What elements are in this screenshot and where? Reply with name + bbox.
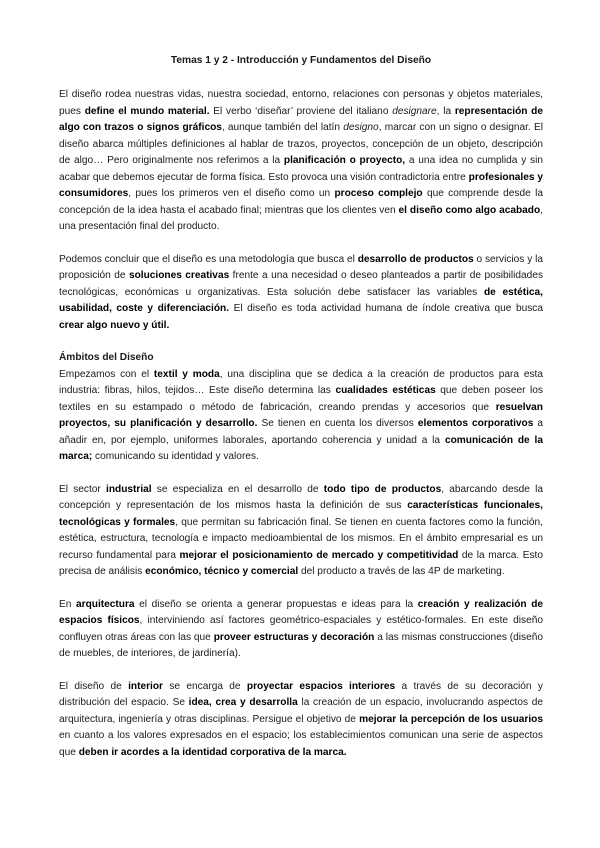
paragraph-text: El diseño de [59, 680, 129, 692]
paragraph-text: a añadir en, por ejemplo, uniformes laborales, aportando coherencia y unidad a la [59, 418, 543, 446]
emphasis-text: proyectar espacios interiores [246, 680, 396, 692]
paragraph-text: que deben poseer los textiles en su estampado o método de fabricación, creando prendas y accesorios que [59, 385, 543, 413]
paragraph-text: , aunque también del latín [221, 122, 344, 133]
paragraph-text: en cuanto a los valores expresados en el espacio; los establecimientos comunican una serie de aspectos que [59, 730, 543, 758]
emphasis-text: textil y moda [153, 368, 220, 380]
emphasis-text: características funcionales, tecnológicas y formales [59, 500, 543, 528]
emphasis-text: deben ir acordes a la identidad corporativa de la marca. [78, 746, 347, 758]
paragraph-text: frente a una necesidad o deseo planteados a partir de posibilidades tecnológicas, económicas u organizativas. Esta solución debe satisfacer las variables [59, 270, 544, 298]
emphasis-text: crear algo nuevo y útil. [59, 319, 170, 331]
document-title: Temas 1 y 2 - Introducción y Fundamentos del Diseño [170, 55, 432, 66]
emphasis-text: idea, crea y desarrolla [188, 697, 298, 708]
body-paragraph [59, 482, 543, 581]
emphasis-text: elementos corporativos [417, 418, 534, 429]
section-heading: Ámbitos del Diseño [59, 352, 154, 363]
paragraph-text: El diseño es toda actividad humana de índole creativa que busca [229, 303, 543, 314]
emphasis-text: el diseño como algo acabado [398, 204, 541, 216]
paragraph-text: , una presentación final del producto. [59, 204, 543, 232]
emphasis-text: cualidades estéticas [335, 385, 436, 396]
body-paragraph [59, 367, 543, 466]
emphasis-text: comunicación de la marca; [59, 434, 543, 462]
emphasis-text: arquitectura [76, 598, 135, 610]
emphasis-text: industrial [106, 483, 152, 495]
paragraph-text: , una disciplina que se dedica a la creación de productos para esta industria: fibras, hilos, tejidos… Este diseño determina las [59, 368, 543, 396]
emphasis-text: representación de algo con trazos o signos gráficos [59, 105, 543, 133]
paragraph-text: a las mismas construcciones (diseño de muebles, de interiores, de jardinería). [59, 631, 543, 659]
paragraph-text: El verbo ‘diseñar’ proviene del italiano [209, 105, 393, 117]
paragraph-text: , pues los primeros ven el diseño como un [128, 188, 335, 199]
paragraph-text: Se tienen en cuenta los diversos [257, 418, 418, 429]
paragraph-text: la creación de un espacio, involucrando aspectos de arquitectura, ingeniería y otras disciplinas. Persigue el objetivo de [59, 697, 544, 725]
paragraph-text: El sector [59, 483, 107, 495]
emphasis-text: resuelvan proyectos, su planificación y desarrollo. [59, 401, 543, 429]
paragraph-text: del producto a través de las 4P de marketing. [298, 566, 505, 577]
emphasis-text: proceso complejo [334, 188, 423, 199]
document-body [59, 87, 543, 761]
paragraph-text: se encarga de [163, 680, 247, 692]
italic-term: designo [343, 122, 379, 133]
paragraph-text: Empezamos con el [59, 368, 154, 380]
paragraph-text: , la [436, 105, 455, 117]
emphasis-text: todo tipo de productos [323, 483, 442, 495]
paragraph-text: de la marca. Esto precisa de análisis [59, 549, 543, 577]
paragraph-text: se especializa en el desarrollo de [151, 483, 324, 495]
emphasis-text: desarrollo de productos [357, 253, 474, 265]
emphasis-text: económico, técnico y comercial [145, 566, 299, 577]
body-paragraph [59, 252, 543, 335]
paragraph-text: En [59, 598, 76, 610]
emphasis-text: profesionales y consumidores [59, 171, 543, 199]
paragraph-text: el diseño se orienta a generar propuestas e ideas para la [134, 598, 418, 610]
emphasis-text: de estética, usabilidad, coste y diferenciación. [59, 286, 543, 314]
paragraph-text: El diseño rodea nuestras vidas, nuestra sociedad, entorno, relaciones con personas y objetos materiales, pues [59, 89, 543, 117]
paragraph-text: comunicando su identidad y valores. [92, 451, 259, 462]
paragraph-text: , que permitan su fabricación final. Se tienen en cuenta factores como la función, estética, estructura, tecnología e impacto medioambiental de los mismos. En el ámbito empresarial es un recurso fundamental para [59, 516, 543, 561]
emphasis-text: creación y realización de espacios físicos [59, 598, 544, 626]
paragraph-text: Podemos concluir que el diseño es una metodología que busca el [59, 253, 358, 265]
paragraph-text: , marcar con un signo o designar. El diseño abarca múltiples definiciones al hablar de trazos, proyectos, concepción de un objeto, descripción de algo… Pero originalmente nos referimos a la [59, 122, 543, 166]
paragraph-text: , abarcando desde la concepción y representación de los mismos hasta la definición de sus [59, 483, 544, 511]
emphasis-text: mejorar el posicionamiento de mercado y competitividad [179, 549, 459, 561]
body-paragraph [59, 679, 543, 762]
italic-term: designare [392, 105, 437, 117]
paragraph-text: a una idea no cumplida y sin acabar que debemos ejecutar de forma física. Esto provoca una visión contradictoria entre [59, 155, 543, 183]
paragraph-text: a través de su decoración y distribución del espacio. Se [59, 680, 543, 708]
body-paragraph [59, 597, 543, 663]
emphasis-text: soluciones creativas [128, 270, 230, 281]
paragraph-text: que comprende desde la concepción de la idea hasta el acabado final; mientras que los clientes ven [59, 188, 543, 216]
paragraph-text: , interviniendo así factores geométrico-espaciales y estético-formales. En este diseño confluyen otras áreas con las que [59, 615, 543, 643]
emphasis-text: planificación o proyecto, [283, 155, 406, 166]
emphasis-text: define el mundo material. [84, 105, 210, 117]
body-paragraph [59, 87, 543, 236]
emphasis-text: interior [128, 680, 163, 692]
emphasis-text: mejorar la percepción de los usuarios [359, 713, 543, 725]
paragraph-text: o servicios y la proposición de [59, 253, 543, 281]
emphasis-text: proveer estructuras y decoración [213, 631, 375, 643]
